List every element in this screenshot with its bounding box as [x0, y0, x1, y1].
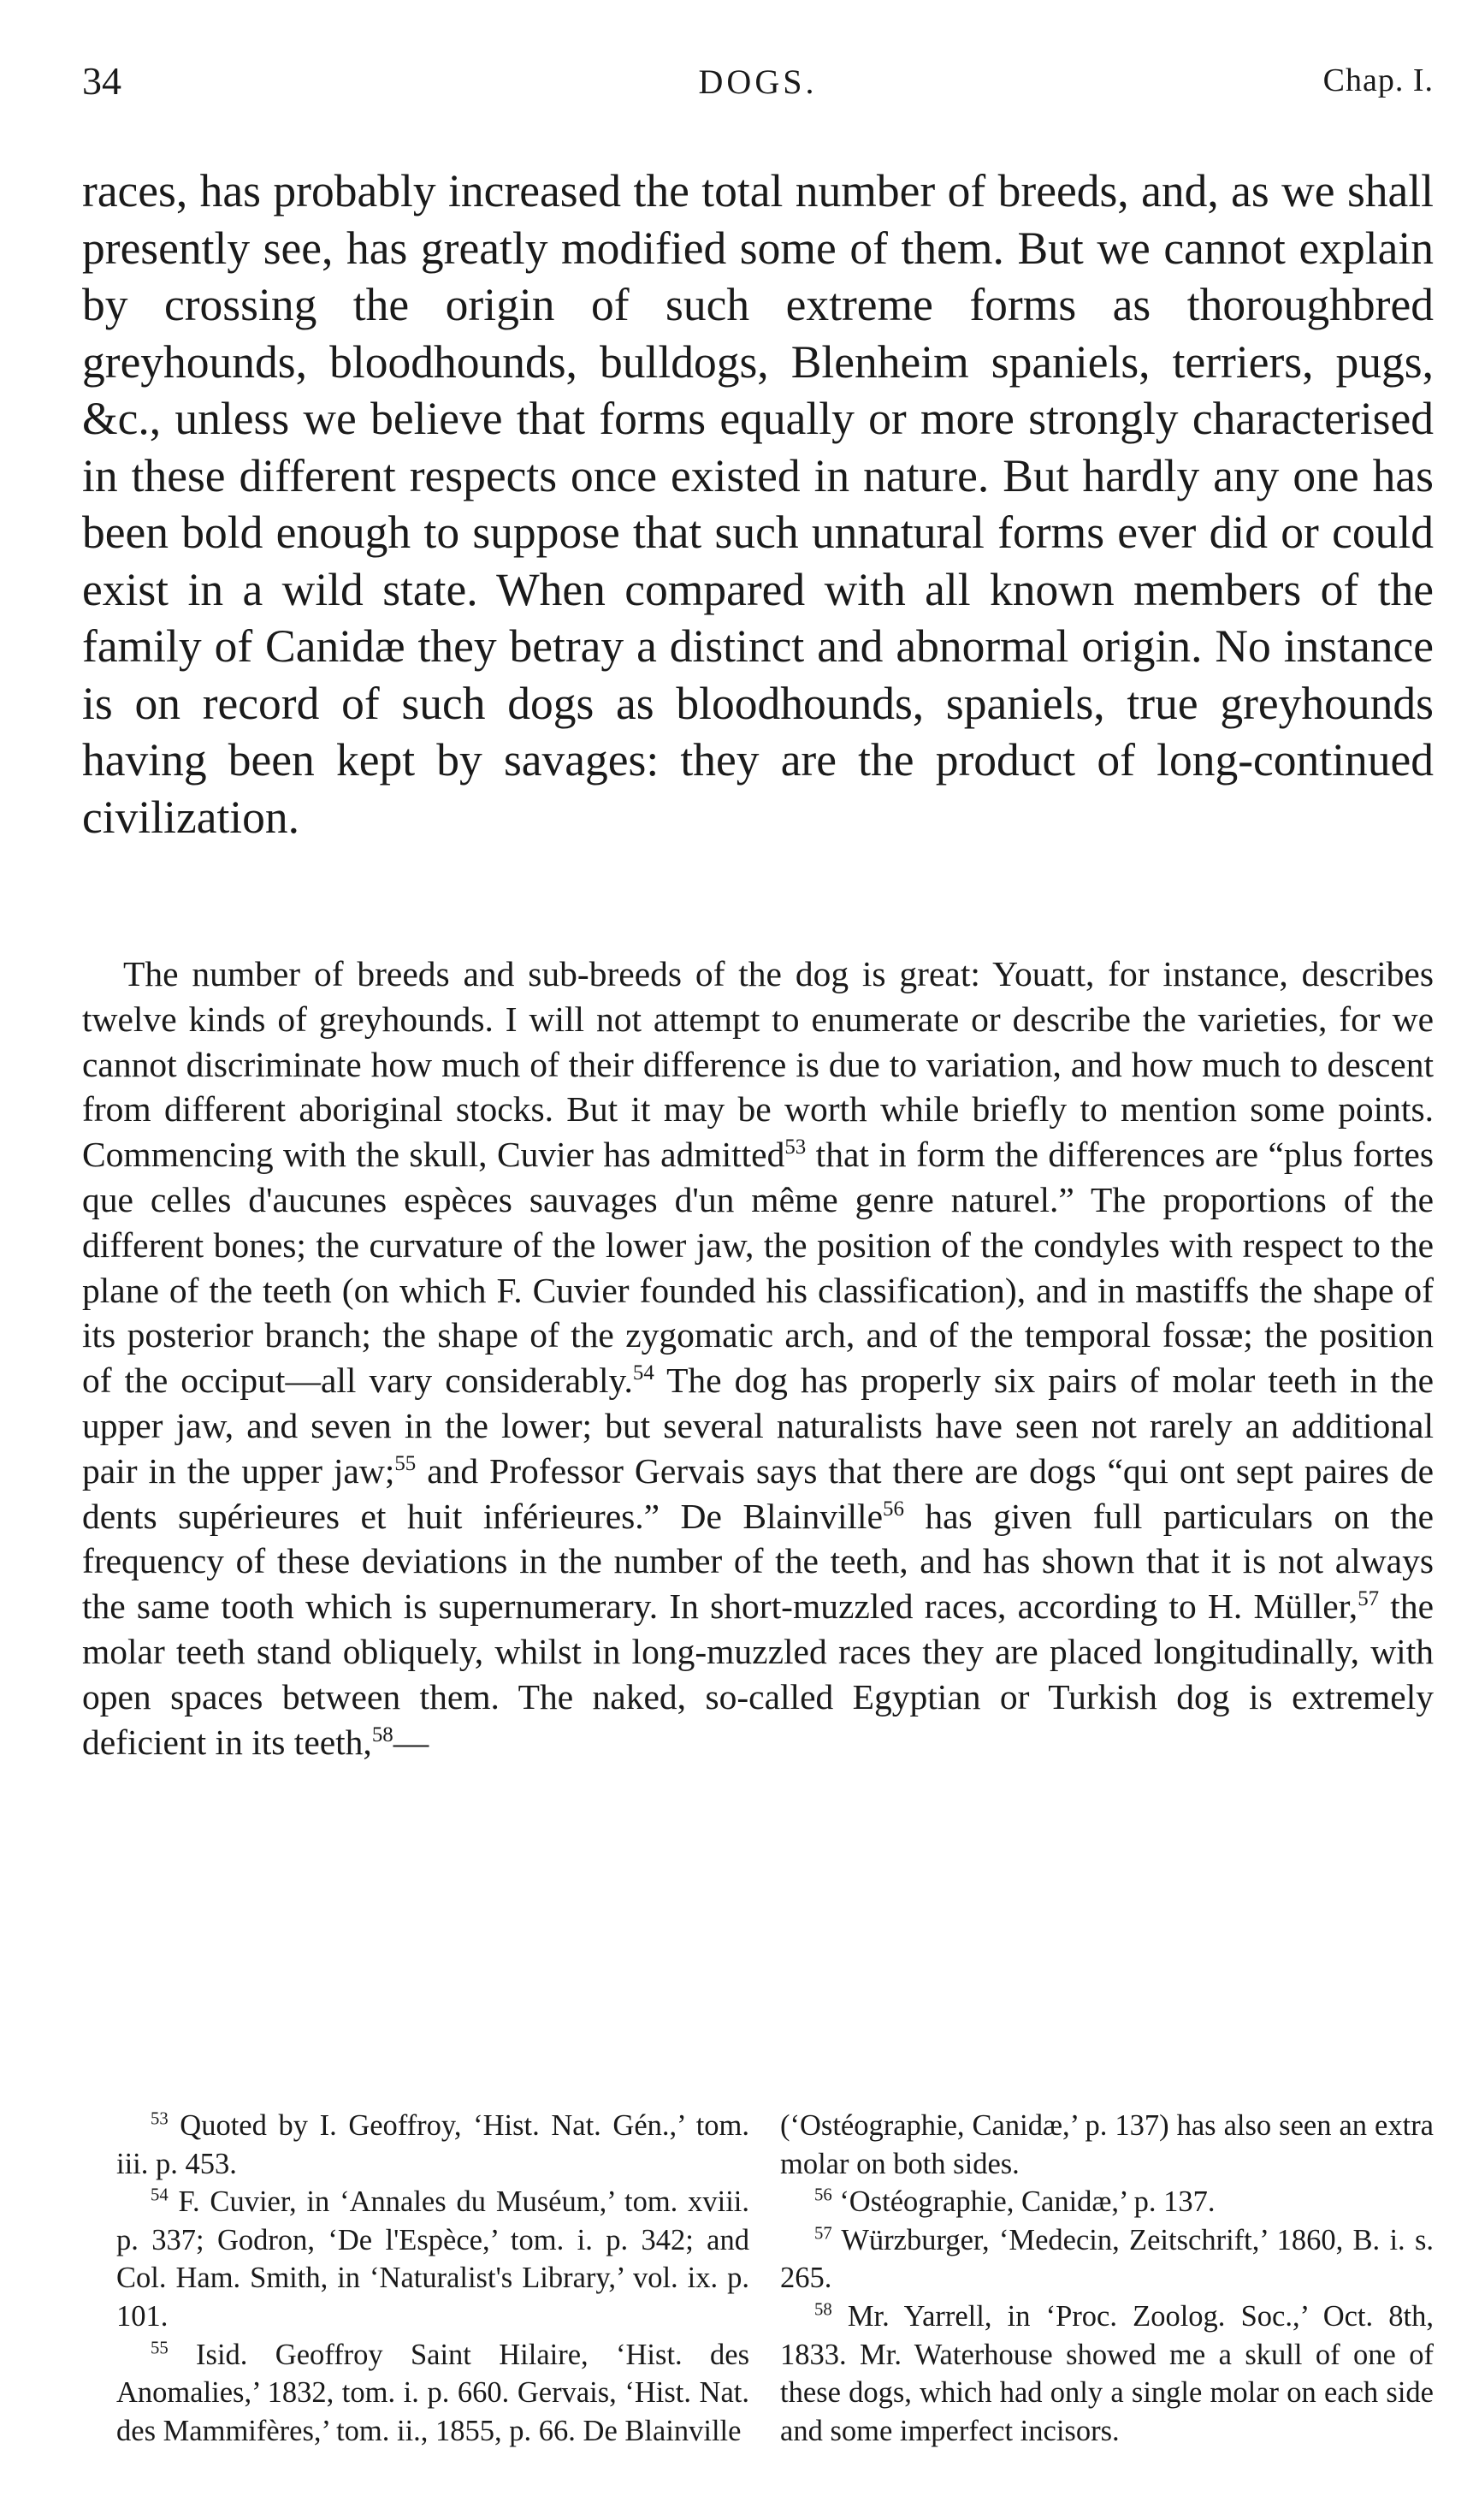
footnote-ref: 55: [394, 1451, 417, 1475]
footnote-number: 57: [814, 2224, 832, 2244]
text-run: and Professor Gervais says that there are dogs “qui ont sept paires de dents supérieures et huit inférieures.” De Blainville: [82, 1450, 1434, 1536]
footnote-ref: 54: [632, 1361, 654, 1385]
page-number: 34: [82, 59, 121, 103]
text-run: that in form the differences are “plus fortes que celles d'aucunes espèces sauvages d'un même genre naturel.” The proportions of the different bones; the curvature of the lower jaw, the position of the condyles with respect to the plane of the teeth (on which F. Cuvier founded his classification), and in mastiffs the shape of its posterior branch; the shape of the zygomatic arch, and of the temporal fossæ; the position of the occiput—all vary considerably.: [82, 1135, 1435, 1401]
footnote-58: [780, 2298, 1434, 2450]
running-title: DOGS.: [698, 62, 818, 101]
footnote-55-continued: (‘Ostéographie, Canidæ,’ p. 137) has also seen an extra molar on both sides.: [780, 2109, 1434, 2180]
footnote-number: 56: [814, 2185, 832, 2205]
footnote-54: [116, 2183, 749, 2335]
text-run: The dog has properly six pairs of molar teeth in the upper jaw, and seven in the lower; but several naturalists have seen not rarely an additional pair in the upper jaw;: [82, 1361, 1435, 1491]
running-header: [82, 58, 1434, 110]
footnote-number: 55: [151, 2339, 169, 2358]
footnote-text: F. Cuvier, in ‘Annales du Muséum,’ tom. xviii. p. 337; Godron, ‘De l'Espèce,’ tom. i. p. 342; and Col. Ham. Smith, in ‘Naturalist's Library,’ vol. ix. p. 101.: [116, 2185, 749, 2333]
main-paragraph: races, has probably increased the total number of breeds, and, as we shall presently see, has greatly modified some of them. But we cannot explain by crossing the origin of such extreme forms as thoroughbred greyhounds, bloodhounds, bulldogs, Blenheim spaniels, terriers, pugs, &c., unless we believe that forms equally or more strongly characterised in these different respects once existed in nature. But hardly any one has been bold enough to suppose that such unnatural forms ever did or could exist in a wild state. When compared with all known members of the family of Canidæ they betray a distinct and abnormal origin. No instance is on record of such dogs as bloodhounds, spaniels, true greyhounds having been kept by savages: they are the product of long-continued civilization.: [82, 165, 1434, 843]
footnote-text: Mr. Yarrell, in ‘Proc. Zoolog. Soc.,’ Oct. 8th, 1833. Mr. Waterhouse showed me a skull of one of these dogs, which had only a single molar on each side and some imperfect incisors.: [780, 2299, 1434, 2447]
footnote-text: Würzburger, ‘Medecin, Zeitschrift,’ 1860, B. i. s. 265.: [780, 2223, 1434, 2295]
footnote-number: 53: [151, 2109, 169, 2129]
text-run: the molar teeth stand obliquely, whilst in long-muzzled races they are placed longitudinally, with open spaces between them. The naked, so-called Egyptian or Turkish dog is extremely deficient in its teeth,: [82, 1586, 1435, 1762]
footnote-56: [780, 2183, 1434, 2221]
text-run: has given full particulars on the frequency of these deviations in the number of the teeth, and has shown that it is not always the same tooth which is supernumerary. In short-muzzled races, according to H. Müller,: [82, 1496, 1434, 1627]
footnote-text: ‘Ostéographie, Canidæ,’ p. 137.: [831, 2185, 1216, 2219]
footnote-55: [116, 2336, 749, 2451]
footnotes-right-column: [780, 2107, 1434, 2450]
footnote-ref: 57: [1358, 1587, 1380, 1611]
footnote-57: [780, 2221, 1434, 2298]
footnote-53: [116, 2107, 749, 2183]
footnote-ref: 58: [371, 1722, 393, 1746]
footnote-ref: 53: [784, 1135, 807, 1159]
text-run: —: [393, 1722, 429, 1762]
chapter-label: Chap. I.: [1322, 62, 1434, 98]
text-run: The number of breeds and sub-breeds of the dog is great: Youatt, for instance, describes twelve kinds of greyhounds. I will not attempt to enumerate or describe the varieties, for we cannot discriminate how much of their difference is due to variation, and how much to descent from different aboriginal stocks. But it may be worth while briefly to mention some points. Commencing with the skull, Cuvier has admitted: [82, 954, 1434, 1175]
footnote-number: 54: [151, 2185, 169, 2205]
footnotes-left-column: [116, 2107, 749, 2450]
secondary-paragraph: [82, 952, 1434, 1764]
footnote-ref: 56: [883, 1497, 904, 1521]
footnote-text: Isid. Geoffroy Saint Hilaire, ‘Hist. des Anomalies,’ 1832, tom. i. p. 660. Gervais, ‘Hist. Nat. des Mammifères,’ tom. ii., 1855, p. 66. De Blainville: [116, 2338, 749, 2447]
footnote-text: Quoted by I. Geoffroy, ‘Hist. Nat. Gén.,’ tom. iii. p. 453.: [116, 2109, 749, 2180]
footnote-number: 58: [814, 2300, 832, 2320]
